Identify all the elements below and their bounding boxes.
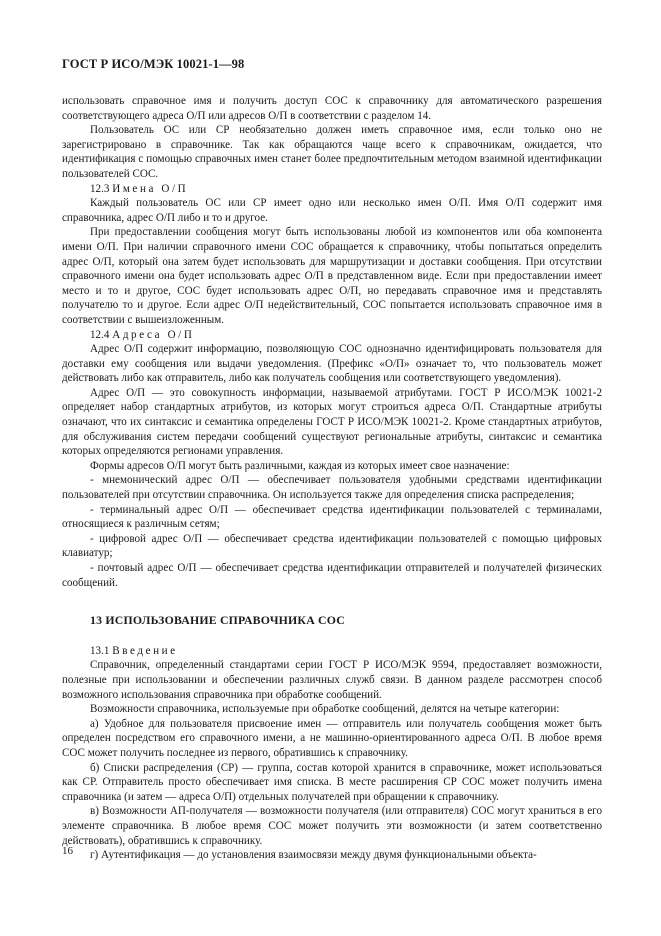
section-heading-12-4 (62, 328, 602, 343)
page-number: 16 (62, 845, 73, 857)
paragraph: использовать справочное имя и получить доступ СОС к справочнику для автоматического разрешения соответствующего адреса О/П или адресов О/П в соответствии с разделом 14. (62, 95, 602, 122)
list-item: а) Удобное для пользователя присвоение имен — отправитель или получатель сообщения может быть определен посредством его справочного имени, а не машинно-ориентированного адреса О/П. В любое время СОС может получить последнее из первого, обратившись к справочнику. (62, 717, 602, 759)
list-item: - цифровой адрес О/П — обеспечивает средства идентификации пользователей с помощью цифровых клавиатур; (62, 532, 602, 560)
paragraph: Каждый пользователь ОС или СР имеет одно или несколько имен О/П. Имя О/П содержит имя справочника, адрес О/П либо и то и другое. (62, 197, 602, 224)
section-title: Введение (112, 644, 178, 657)
list-item: в) Возможности АП-получателя — возможности получателя (или отправителя) СОС могут храниться в его элементе справочника. В любое время СОС может получить эти возможности (и затем соответственно действовать), обратившись к справочнику. (62, 805, 602, 847)
list-item: г) Аутентификация — до установления взаимосвязи между двумя функциональными объекта- (90, 849, 537, 862)
section-title: Адреса О/П (112, 328, 195, 341)
section-number: 12.3 (90, 182, 110, 195)
section-title: Имена О/П (112, 182, 189, 195)
list-item: б) Списки распределения (СР) — группа, состав которой хранится в справочнике, может использоваться как СР. Отправитель просто обеспечивает имя списка. В месте расширения СР СОС может получить имена справочника (и затем — адреса О/П) отдельных получателей при обращении к справочнику. (62, 761, 602, 803)
paragraph: Возможности справочника, используемые при обработке сообщений, делятся на четыре категории: (90, 703, 560, 716)
page-header: ГОСТ Р ИСО/МЭК 10021-1—98 (62, 57, 245, 71)
list-item: - почтовый адрес О/П — обеспечивает средства идентификации отправителей и получателей физических сообщений. (62, 562, 602, 589)
section-number: 12.4 (90, 328, 110, 341)
section-heading-13: 13 ИСПОЛЬЗОВАНИЕ СПРАВОЧНИКА СОС (90, 613, 346, 628)
list-item: - мнемонический адрес О/П — обеспечивает пользователя удобными средствами идентификации пользователей при отсутствии справочника. Он используется также для определения списка распределения; (62, 474, 602, 502)
paragraph: Пользователь ОС или СР необязательно должен иметь справочное имя, если только оно не зарегистрировано в справочнике. Так как обращаются чаще всего к справочникам, ожидается, что идентификация с помощью справочных имен станет более предпочтительным методом взаимной идентификации пользователей СОС. (62, 124, 602, 180)
paragraph: Справочник, определенный стандартами серии ГОСТ Р ИСО/МЭК 9594, предоставляет возможности, полезные при использовании и обеспечении различных служб связи. В данном разделе рассмотрен способ возможного использования справочника при обработке сообщений. (62, 659, 602, 701)
section-heading-12-3 (62, 182, 602, 197)
section-heading-13-1 (62, 644, 602, 659)
list-item: - терминальный адрес О/П — обеспечивает средства идентификации пользователей с терминалами, относящиеся к различным сетям; (62, 503, 602, 531)
paragraph: При предоставлении сообщения могут быть использованы любой из компонентов или оба компонента имени О/П. При наличии справочного имени СОС обращается к справочнику, чтобы попытаться определить адрес О/П, который она затем будет использовать для маршрутизации и доставки сообщения. При отсутствии справочного имени она будет использовать адрес О/П в представленном виде. Если при предоставлении имеет место и то и другое, СОС будет использовать адрес О/П, но передавать справочное имя и представлять получателю то и другое. Если адрес О/П недействительный, СОС попытается использовать справочное имя в соответствии с вышеизложенным. (62, 226, 602, 326)
section-number: 13.1 (90, 644, 110, 657)
paragraph: Адрес О/П — это совокупность информации, называемой атрибутами. ГОСТ Р ИСО/МЭК 10021-2 определяет набор стандартных атрибутов, из которых могут строиться адреса О/П. Стандартные атрибуты означают, что их синтаксис и семантика определены ГОСТ Р ИСО/МЭК 10021-2. Кроме стандартных атрибутов, для обслуживания систем передачи сообщений существуют региональные атрибуты, синтаксис и семантика которых определяются регионами управления. (62, 386, 602, 458)
paragraph: Адрес О/П содержит информацию, позволяющую СОС однозначно идентифицировать пользователя для доставки ему сообщения или выдачи уведомления. (Префикс «О/П» означает то, что пользователь может действовать либо как отправитель, либо как получатель сообщения или соответствующего уведомления). (62, 343, 602, 385)
document-body (62, 94, 602, 863)
paragraph: Формы адресов О/П могут быть различными, каждая из которых имеет свое назначение: (90, 459, 510, 472)
